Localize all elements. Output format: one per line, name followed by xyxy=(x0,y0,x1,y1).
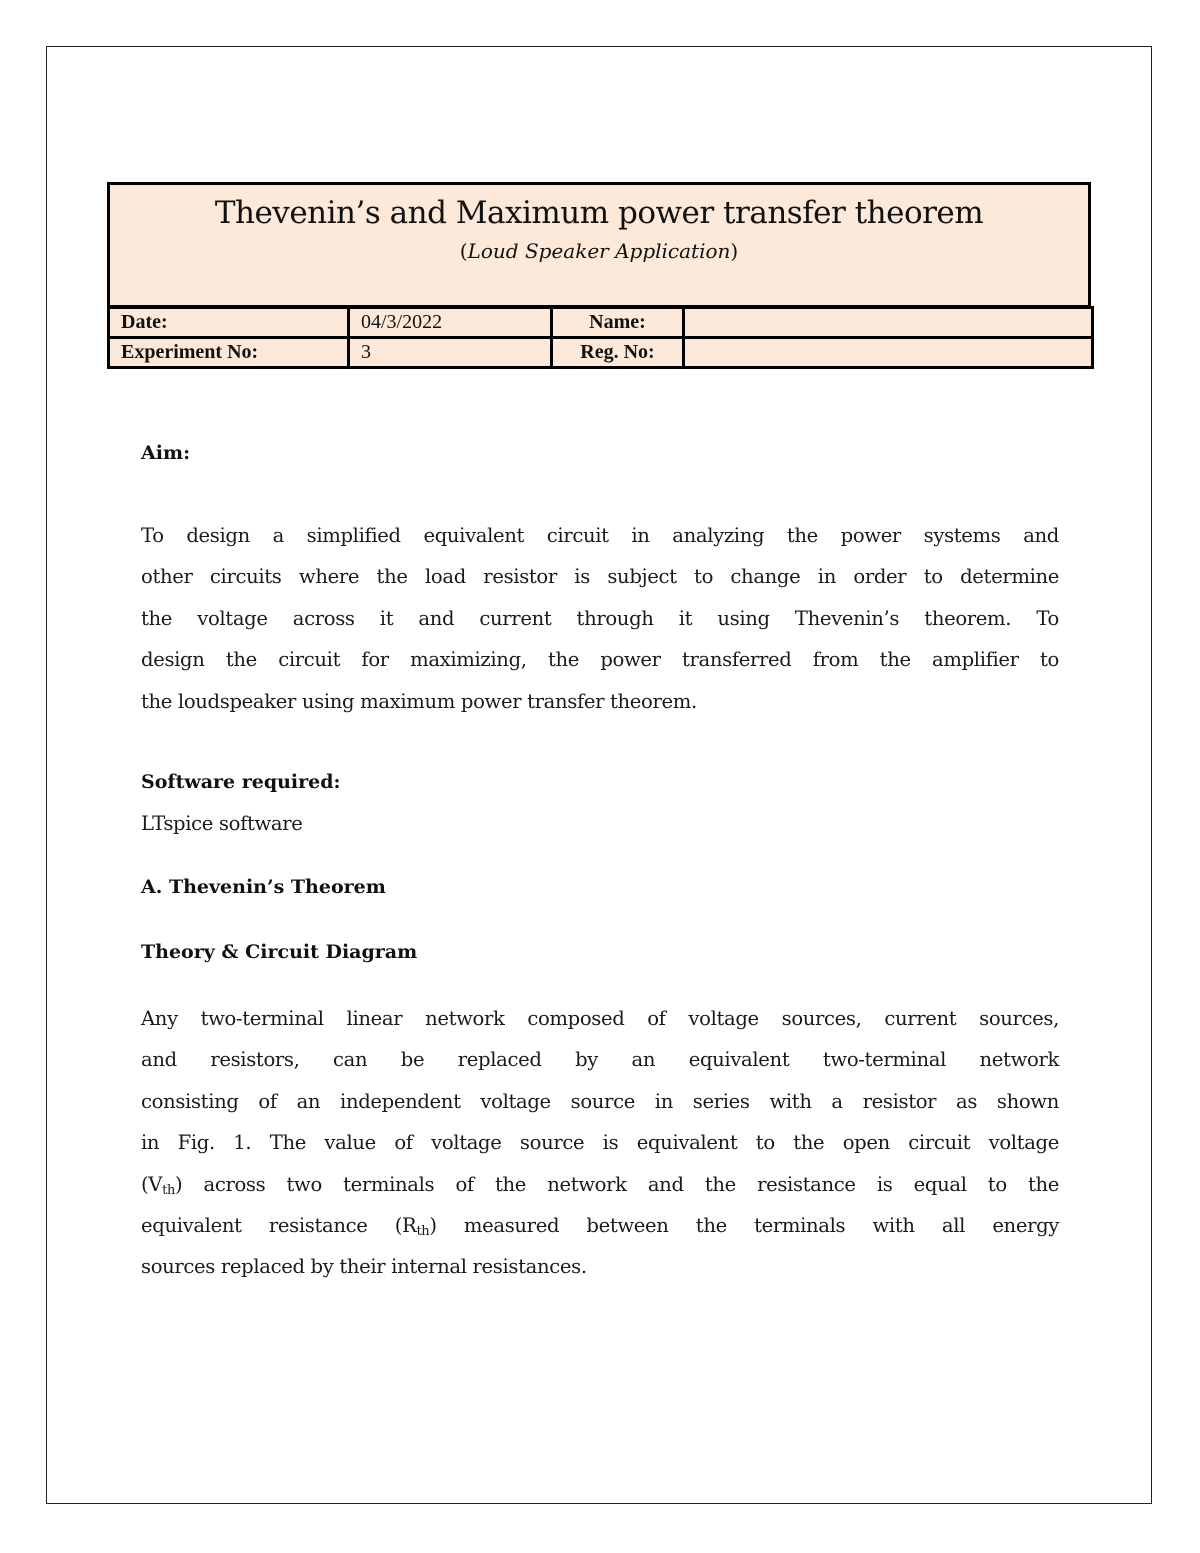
table-row xyxy=(109,338,1093,368)
reg-label: Reg. No: xyxy=(552,338,684,368)
aim-line: design the circuit for maximizing, the power transferred from the amplifier to xyxy=(141,648,1059,672)
info-table xyxy=(107,306,1094,369)
aim-line: the loudspeaker using maximum power transfer theorem. xyxy=(141,689,697,713)
table-row xyxy=(109,308,1093,338)
software-heading: Software required: xyxy=(141,771,341,793)
theory-line xyxy=(141,1164,1059,1205)
vth-open: (V xyxy=(141,1172,163,1196)
page-title: Thevenin’s and Maximum power transfer theorem xyxy=(214,195,984,231)
experiment-label: Experiment No: xyxy=(109,338,349,368)
vth-subscript: th xyxy=(162,1182,176,1198)
theory-heading: Theory & Circuit Diagram xyxy=(141,941,418,963)
aim-paragraph xyxy=(141,515,1059,722)
software-text: LTspice software xyxy=(141,812,303,835)
aim-heading: Aim: xyxy=(141,442,191,464)
date-value: 04/3/2022 xyxy=(349,308,552,338)
reg-value xyxy=(684,338,1093,368)
aim-line: other circuits where the load resistor is subject to change in order to determine xyxy=(141,565,1059,589)
page-subtitle xyxy=(110,239,1088,263)
subtitle-open-paren: ( xyxy=(459,239,468,263)
theory-line: in Fig. 1. The value of voltage source is equivalent to the open circuit voltage xyxy=(141,1131,1059,1155)
subtitle-close-paren: ) xyxy=(730,239,739,263)
theory-line: Any two-terminal linear network composed of voltage sources, current sources, xyxy=(141,1007,1059,1030)
aim-line: the voltage across it and current through it using Thevenin’s theorem. To xyxy=(141,606,1059,630)
theory-paragraph xyxy=(141,998,1059,1288)
title-cell xyxy=(107,182,1091,308)
vth-rest: ) across two terminals of the network and the resistance is equal to the xyxy=(175,1172,1059,1196)
title-block xyxy=(107,182,1091,374)
rth-open: equivalent resistance (R xyxy=(141,1213,417,1237)
rth-subscript: th xyxy=(416,1223,430,1239)
name-label: Name: xyxy=(552,308,684,338)
rth-rest: ) measured between the terminals with all energy xyxy=(429,1213,1060,1237)
subtitle-text: Loud Speaker Application xyxy=(467,239,731,263)
theory-line: sources replaced by their internal resistances. xyxy=(141,1255,587,1279)
theory-line xyxy=(141,1205,1059,1246)
section-a-heading: A. Thevenin’s Theorem xyxy=(141,876,386,898)
date-label: Date: xyxy=(109,308,349,338)
aim-line: To design a simplified equivalent circuit in analyzing the power systems and xyxy=(141,524,1059,547)
name-value xyxy=(684,308,1093,338)
theory-line: and resistors, can be replaced by an equivalent two-terminal network xyxy=(141,1048,1059,1072)
theory-line: consisting of an independent voltage source in series with a resistor as shown xyxy=(141,1089,1059,1113)
experiment-value: 3 xyxy=(349,338,552,368)
